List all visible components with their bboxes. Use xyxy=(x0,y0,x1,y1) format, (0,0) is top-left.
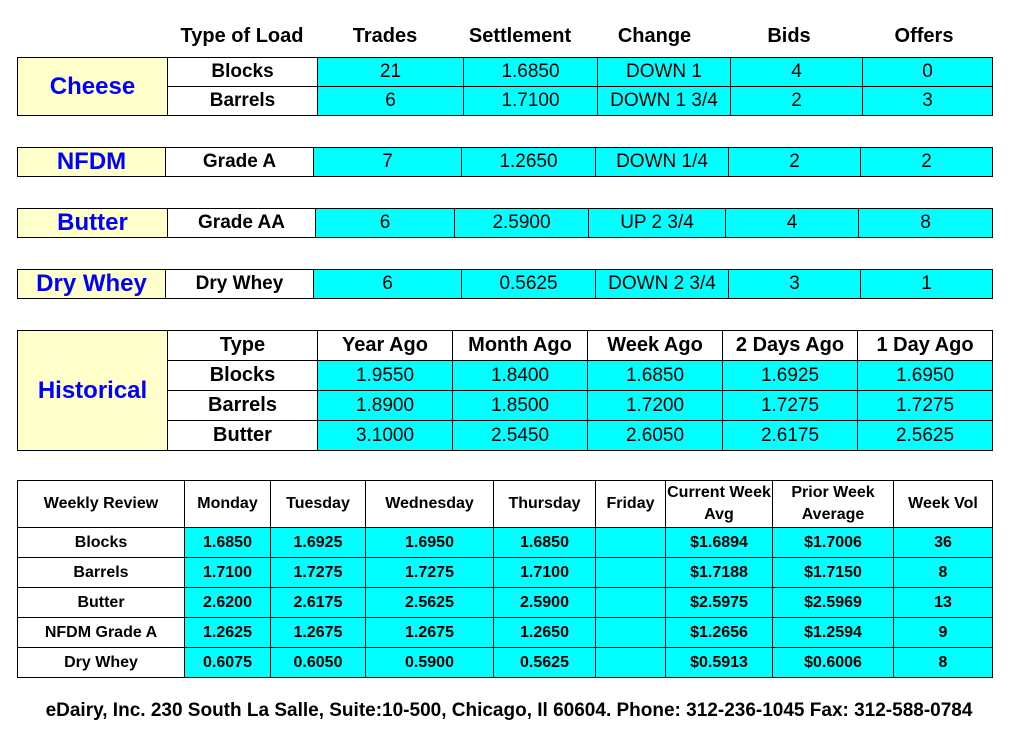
historical-header: Week Ago xyxy=(588,331,723,361)
table-row xyxy=(18,209,993,238)
weekly-value xyxy=(596,648,666,678)
weekly-value: $1.6894 xyxy=(666,528,773,558)
settlement-value: 1.6850 xyxy=(464,58,598,87)
bids-value: 4 xyxy=(726,209,859,238)
historical-header: 1 Day Ago xyxy=(858,331,993,361)
load-type: Grade AA xyxy=(168,209,316,238)
weekly-value: 0.6075 xyxy=(185,648,271,678)
weekly-value: 1.6925 xyxy=(271,528,366,558)
weekly-value: $0.5913 xyxy=(666,648,773,678)
table-row xyxy=(18,148,993,177)
bids-value: 2 xyxy=(729,148,861,177)
historical-value: 1.8900 xyxy=(318,391,453,421)
offers-value: 3 xyxy=(863,87,993,116)
trades-value: 6 xyxy=(318,87,464,116)
historical-header: Year Ago xyxy=(318,331,453,361)
table-row xyxy=(18,528,993,558)
table-row xyxy=(18,588,993,618)
change-value: DOWN 1/4 xyxy=(596,148,729,177)
historical-value: 1.9550 xyxy=(318,361,453,391)
weekly-value: 1.7100 xyxy=(185,558,271,588)
weekly-value xyxy=(596,528,666,558)
cheese-label: Cheese xyxy=(18,58,168,116)
weekly-product: NFDM Grade A xyxy=(18,618,185,648)
offers-value: 1 xyxy=(861,270,993,299)
nfdm-table xyxy=(17,147,993,177)
historical-type: Barrels xyxy=(168,391,318,421)
header-bids: Bids xyxy=(767,25,811,47)
weekly-value: 1.7275 xyxy=(366,558,494,588)
weekly-product: Blocks xyxy=(18,528,185,558)
weekly-header: Prior Week Average xyxy=(773,481,894,528)
weekly-value: $1.2594 xyxy=(773,618,894,648)
header-trades: Trades xyxy=(352,25,418,47)
historical-value: 1.6925 xyxy=(723,361,858,391)
weekly-value xyxy=(596,618,666,648)
header-type-of-load: Type of Load xyxy=(180,25,304,47)
historical-header: Type xyxy=(168,331,318,361)
change-value: UP 2 3/4 xyxy=(589,209,726,238)
weekly-value: 13 xyxy=(894,588,993,618)
weekly-header: Wednesday xyxy=(366,481,494,528)
weekly-value xyxy=(596,558,666,588)
header-change: Change xyxy=(617,25,692,47)
offers-value: 2 xyxy=(861,148,993,177)
historical-value: 1.6850 xyxy=(588,361,723,391)
historical-value: 2.6175 xyxy=(723,421,858,451)
weekly-value: 1.7275 xyxy=(271,558,366,588)
weekly-value: 1.2675 xyxy=(271,618,366,648)
historical-value: 1.7200 xyxy=(588,391,723,421)
historical-type: Blocks xyxy=(168,361,318,391)
weekly-value: 2.6200 xyxy=(185,588,271,618)
weekly-value: 1.6850 xyxy=(494,528,596,558)
settlement-value: 1.7100 xyxy=(464,87,598,116)
weekly-value: 1.6950 xyxy=(366,528,494,558)
bids-value: 3 xyxy=(729,270,861,299)
header-offers: Offers xyxy=(894,25,954,47)
table-row xyxy=(18,618,993,648)
weekly-value: 1.2650 xyxy=(494,618,596,648)
historical-value: 2.6050 xyxy=(588,421,723,451)
weekly-header: Tuesday xyxy=(271,481,366,528)
load-type: Grade A xyxy=(166,148,314,177)
weekly-product: Dry Whey xyxy=(18,648,185,678)
historical-header: Month Ago xyxy=(453,331,588,361)
historical-value: 1.7275 xyxy=(858,391,993,421)
weekly-value: 2.5625 xyxy=(366,588,494,618)
weekly-value: 0.5625 xyxy=(494,648,596,678)
bids-value: 2 xyxy=(731,87,863,116)
weekly-value: $1.7150 xyxy=(773,558,894,588)
historical-value: 1.6950 xyxy=(858,361,993,391)
weekly-value: $2.5975 xyxy=(666,588,773,618)
dry-whey-table xyxy=(17,269,993,299)
settlement-value: 0.5625 xyxy=(462,270,596,299)
weekly-value: 1.2625 xyxy=(185,618,271,648)
butter-label: Butter xyxy=(18,209,168,238)
weekly-value: $2.5969 xyxy=(773,588,894,618)
change-value: DOWN 1 3/4 xyxy=(598,87,731,116)
table-row xyxy=(18,648,993,678)
weekly-value: 1.6850 xyxy=(185,528,271,558)
change-value: DOWN 1 xyxy=(598,58,731,87)
table-row xyxy=(18,331,993,361)
weekly-product: Butter xyxy=(18,588,185,618)
historical-table xyxy=(17,330,993,451)
weekly-header: Friday xyxy=(596,481,666,528)
weekly-header: Weekly Review xyxy=(18,481,185,528)
weekly-value: $1.7006 xyxy=(773,528,894,558)
table-row xyxy=(18,481,993,528)
weekly-value: 8 xyxy=(894,648,993,678)
weekly-value: $0.6006 xyxy=(773,648,894,678)
bids-value: 4 xyxy=(731,58,863,87)
trades-value: 6 xyxy=(314,270,462,299)
weekly-product: Barrels xyxy=(18,558,185,588)
load-type: Dry Whey xyxy=(166,270,314,299)
weekly-value: $1.2656 xyxy=(666,618,773,648)
header-settlement: Settlement xyxy=(468,25,572,47)
weekly-value: 36 xyxy=(894,528,993,558)
weekly-header: Current Week Avg xyxy=(666,481,773,528)
weekly-value: 8 xyxy=(894,558,993,588)
weekly-value: 1.7100 xyxy=(494,558,596,588)
dry-whey-label: Dry Whey xyxy=(18,270,166,299)
trades-value: 21 xyxy=(318,58,464,87)
trades-value: 6 xyxy=(316,209,455,238)
weekly-review-table xyxy=(17,480,993,678)
weekly-value: 1.2675 xyxy=(366,618,494,648)
butter-table xyxy=(17,208,993,238)
load-type: Barrels xyxy=(168,87,318,116)
weekly-value xyxy=(596,588,666,618)
cheese-table xyxy=(17,57,993,116)
weekly-value: 2.6175 xyxy=(271,588,366,618)
historical-type: Butter xyxy=(168,421,318,451)
weekly-value: 0.6050 xyxy=(271,648,366,678)
nfdm-label: NFDM xyxy=(18,148,166,177)
offers-value: 8 xyxy=(859,209,993,238)
weekly-value: 2.5900 xyxy=(494,588,596,618)
settlement-value: 2.5900 xyxy=(455,209,589,238)
table-row xyxy=(18,270,993,299)
table-row xyxy=(18,558,993,588)
historical-value: 1.8400 xyxy=(453,361,588,391)
trades-value: 7 xyxy=(314,148,462,177)
settlement-value: 1.2650 xyxy=(462,148,596,177)
historical-value: 3.1000 xyxy=(318,421,453,451)
historical-value: 2.5625 xyxy=(858,421,993,451)
historical-value: 1.8500 xyxy=(453,391,588,421)
offers-value: 0 xyxy=(863,58,993,87)
weekly-value: 0.5900 xyxy=(366,648,494,678)
weekly-header: Monday xyxy=(185,481,271,528)
footer-address: eDairy, Inc. 230 South La Salle, Suite:10-500, Chicago, Il 60604. Phone: 312-236-1045 Fax: 312-588-0784 xyxy=(45,700,973,721)
historical-label: Historical xyxy=(18,331,168,451)
table-row xyxy=(18,58,993,87)
load-type: Blocks xyxy=(168,58,318,87)
weekly-header: Thursday xyxy=(494,481,596,528)
weekly-header: Week Vol xyxy=(894,481,993,528)
historical-value: 1.7275 xyxy=(723,391,858,421)
weekly-value: $1.7188 xyxy=(666,558,773,588)
historical-value: 2.5450 xyxy=(453,421,588,451)
weekly-value: 9 xyxy=(894,618,993,648)
change-value: DOWN 2 3/4 xyxy=(596,270,729,299)
historical-header: 2 Days Ago xyxy=(723,331,858,361)
